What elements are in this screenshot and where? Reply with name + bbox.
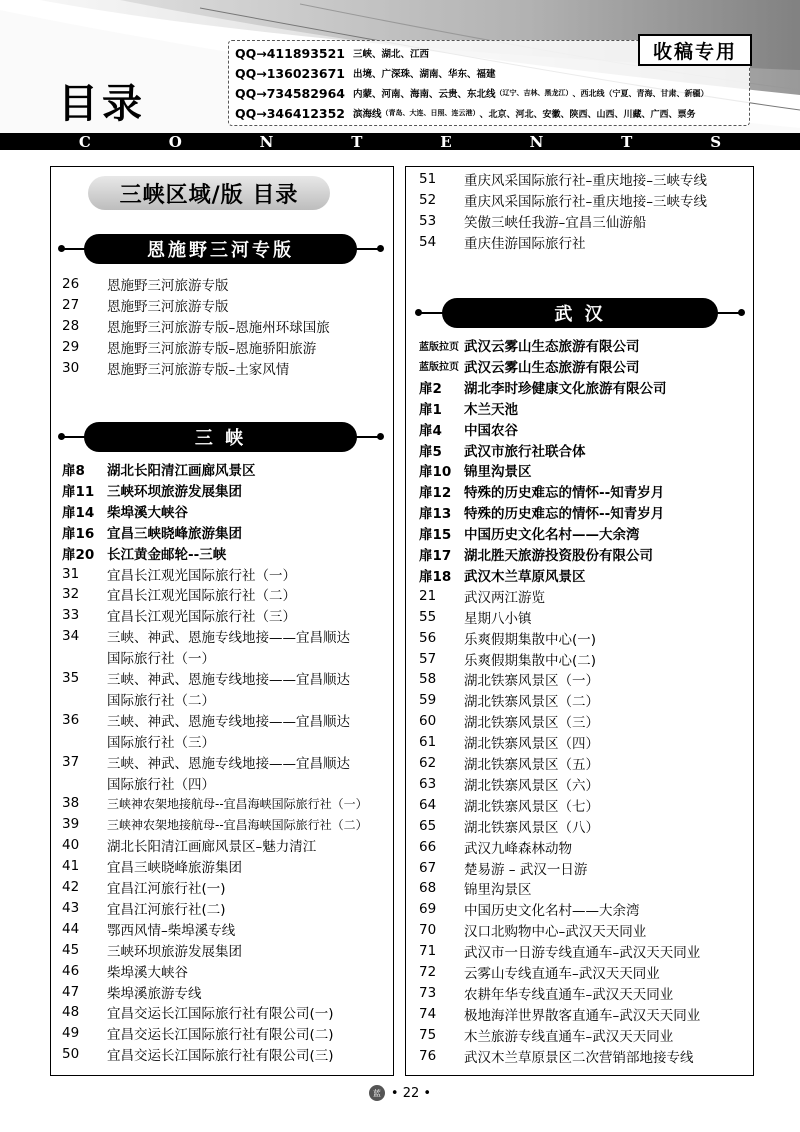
toc-entry-title: 湖北长阳清江画廊风景区–魅力清江 (107, 839, 317, 856)
toc-entry (419, 669, 749, 689)
toc-page-number: 蓝版拉页 (419, 362, 459, 374)
toc-entry-title: 宜昌交运长江国际旅行社有限公司(二) (107, 1027, 334, 1044)
toc-entry-title: 木兰旅游专线直通车–武汉天天同业 (464, 1028, 674, 1045)
toc-page-number: 扉13 (419, 506, 452, 523)
section-title: 三 峡 (84, 422, 357, 452)
toc-entry-title: 三峡、神武、恩施专线地接——宜昌顺达 (107, 672, 350, 688)
toc-page-number: 58 (419, 671, 437, 688)
toc-entry-title: 湖北铁寨风景区（五） (464, 757, 599, 773)
toc-entry (62, 522, 392, 542)
toc-entry (419, 941, 749, 961)
toc-page-number: 蓝版拉页 (419, 341, 459, 353)
toc-page-number: 29 (62, 338, 80, 355)
toc-entry-title: 恩施野三河旅游专版–恩施骄阳旅游 (107, 340, 317, 357)
toc-entry (419, 1004, 749, 1024)
bullet-dot-icon (58, 433, 65, 440)
page-footer (0, 1082, 800, 1104)
toc-entry (62, 358, 392, 378)
toc-page-number: 52 (419, 191, 437, 208)
toc-entry-title: 三峡神农架地接航母--宜昌海峡国际旅行社（一） (107, 796, 368, 811)
toc-entry (419, 377, 749, 397)
edition-badge-icon: 蓝 (369, 1085, 385, 1101)
toc-entry-title: 中国农谷 (464, 422, 518, 439)
toc-entry-title: 湖北长阳清江画廊风景区 (107, 463, 256, 479)
toc-entry-title: 柴埠溪大峡谷 (107, 504, 188, 521)
toc-entry-title: 湖北铁寨风景区（一） (464, 673, 599, 690)
toc-entry (62, 898, 392, 918)
toc-entry (62, 564, 392, 584)
toc-entry (62, 501, 392, 521)
toc-entry (419, 899, 749, 919)
toc-entry-title: 湖北铁寨风景区（八） (464, 819, 599, 836)
toc-page-number: 32 (62, 586, 80, 603)
section-title: 武 汉 (442, 298, 718, 328)
toc-entry (419, 335, 749, 355)
toc-page-number: 47 (62, 983, 80, 1000)
toc-entry-title: 重庆佳游国际旅行社 (464, 235, 586, 252)
toc-entry (419, 419, 749, 439)
toc-entry (419, 502, 749, 522)
toc-page-number: 37 (62, 753, 80, 770)
toc-entry-title: 笑傲三峡任我游–宜昌三仙游船 (464, 214, 647, 231)
toc-page-number: 57 (419, 650, 437, 667)
toc-page-number: 72 (419, 964, 437, 980)
toc-page-number: 34 (62, 628, 80, 645)
toc-page-number: 48 (62, 1004, 80, 1021)
toc-entry (62, 1044, 392, 1064)
toc-entry-title: 湖北铁寨风景区（二） (464, 694, 599, 711)
section-header (58, 234, 384, 264)
toc-entry-title: 柴埠溪大峡谷 (107, 964, 188, 981)
toc-entry-title: 武汉木兰草原风景区 (464, 568, 586, 585)
toc-entry (62, 1002, 392, 1022)
toc-entry (419, 878, 749, 898)
toc-page-number: 26 (62, 276, 80, 292)
toc-entry-title: 极地海洋世界散客直通车–武汉天天同业 (464, 1007, 701, 1024)
contents-letter: T (621, 132, 633, 151)
toc-page-number: 扉2 (419, 380, 442, 397)
toc-page-number: 64 (419, 796, 437, 813)
toc-entry (62, 668, 392, 688)
toc-entry-title: 宜昌江河旅行社(二) (107, 901, 226, 918)
toc-entry-title: 特殊的历史难忘的情怀--知青岁月 (464, 485, 665, 502)
toc-page-number: 75 (419, 1026, 437, 1043)
toc-entry (419, 190, 749, 210)
qq-area: 三峡、湖北、江西 (353, 49, 430, 60)
toc-entry-title: 中国历史文化名村——大余湾 (464, 527, 640, 544)
toc-entry (419, 816, 749, 836)
toc-entry-title: 武汉市一日游专线直通车–武汉天天同业 (464, 945, 701, 962)
qq-number: QQ→411893521 (235, 45, 346, 61)
toc-page-number: 扉4 (419, 422, 442, 439)
toc-page-number: 21 (419, 587, 437, 604)
toc-entry (419, 211, 749, 231)
toc-entry-title: 锦里沟景区 (464, 882, 532, 899)
contents-letter: O (168, 132, 182, 151)
qq-area-continued: 、西北线（宁夏、青海、甘肃、新疆） (572, 88, 709, 98)
toc-page-number: 28 (62, 317, 80, 334)
toc-page-number: 扉14 (62, 504, 95, 521)
toc-entry-title: 柴埠溪旅游专线 (107, 985, 202, 1002)
toc-page-number: 51 (419, 171, 437, 187)
toc-page-number: 43 (62, 899, 80, 916)
toc-entry (419, 858, 749, 878)
toc-entry (62, 919, 392, 939)
toc-entry-title: 宜昌长江观光国际旅行社（二） (107, 588, 296, 605)
toc-entry (419, 440, 749, 460)
toc-page-number: 73 (419, 984, 437, 1001)
toc-entry (419, 565, 749, 585)
toc-page-number: 59 (419, 692, 437, 709)
qq-number: QQ→734582964 (235, 85, 346, 101)
toc-entry-title: 宜昌长江观光国际旅行社（三） (107, 609, 296, 626)
toc-page-number: 扉5 (419, 443, 442, 460)
toc-entry-title: 三峡、神武、恩施专线地接——宜昌顺达 (107, 630, 350, 647)
toc-entry (62, 295, 392, 315)
toc-entry-title: 汉口北购物中心–武汉天天同业 (464, 924, 647, 941)
toc-page-number: 49 (62, 1025, 80, 1042)
toc-entry-title: 中国历史文化名村——大余湾 (464, 903, 640, 920)
toc-page-number: 40 (62, 837, 80, 854)
toc-entry (419, 169, 749, 189)
qq-area: 出境、广深珠、湖南、华东、福建 (353, 69, 496, 80)
qq-area-continued: 、北京、河北、安徽、陕西、山西、川藏、广西、票务 (479, 109, 696, 120)
toc-entry (419, 460, 749, 480)
toc-entry (419, 1046, 749, 1066)
toc-entry (419, 837, 749, 857)
toc-entry (419, 481, 749, 501)
toc-page-number: 54 (419, 233, 437, 250)
toc-entry-title: 湖北胜天旅游投资股份有限公司 (464, 548, 653, 564)
toc-entry-title: 楚易游 – 武汉一日游 (464, 861, 588, 878)
section-header (58, 422, 384, 452)
toc-entry-title: 武汉木兰草原景区二次营销部地接专线 (464, 1049, 694, 1066)
qq-line (235, 43, 429, 63)
toc-entry (419, 1025, 749, 1045)
contents-letter: C (78, 132, 91, 151)
toc-page-number: 68 (419, 880, 437, 897)
toc-page-number: 36 (62, 711, 80, 728)
toc-entry-title: 国际旅行社（一） (107, 651, 215, 668)
toc-page-number: 65 (419, 817, 437, 834)
section-title: 恩施野三河专版 (84, 234, 357, 264)
toc-entry (419, 544, 749, 564)
toc-entry-title: 云雾山专线直通车–武汉天天同业 (464, 966, 660, 982)
toc-entry (419, 523, 749, 543)
toc-page-number: 45 (62, 941, 80, 958)
contents-letter: N (529, 132, 544, 151)
toc-entry (62, 316, 392, 336)
toc-page-number: 31 (62, 565, 80, 582)
region-banner: 三峡区域/版 目录 (88, 176, 330, 210)
toc-page-number: 71 (419, 943, 437, 960)
toc-entry (62, 1023, 392, 1043)
toc-page-number: 27 (62, 296, 80, 313)
toc-page-number: 62 (419, 755, 437, 771)
toc-entry (62, 710, 392, 730)
toc-entry-title: 重庆风采国际旅行社–重庆地接–三峡专线 (464, 173, 707, 189)
toc-entry (419, 607, 749, 627)
toc-entry (62, 543, 392, 563)
toc-page-number: 38 (62, 795, 80, 812)
toc-entry-title: 星期八小镇 (464, 610, 532, 627)
toc-entry (62, 856, 392, 876)
toc-entry (62, 689, 392, 709)
toc-entry (62, 731, 392, 751)
toc-entry (419, 628, 749, 648)
toc-page-number: 53 (419, 212, 437, 229)
toc-entry (419, 795, 749, 815)
toc-page-number: 30 (62, 359, 80, 376)
toc-entry (419, 920, 749, 940)
toc-entry (62, 584, 392, 604)
toc-entry (419, 711, 749, 731)
toc-entry (62, 814, 392, 834)
toc-entry-title: 三峡、神武、恩施专线地接——宜昌顺达 (107, 755, 350, 772)
toc-entry-title: 宜昌交运长江国际旅行社有限公司(一) (107, 1006, 334, 1023)
toc-page-number: 66 (419, 838, 437, 855)
toc-entry (62, 982, 392, 1002)
toc-entry (62, 773, 392, 793)
toc-entry (419, 732, 749, 752)
toc-page-number: 74 (419, 1005, 437, 1022)
toc-entry-title: 乐爽假期集散中心(一) (464, 631, 597, 648)
submission-stamp: 收稿专用 (638, 34, 752, 66)
contents-letter: S (710, 132, 722, 151)
toc-page-number: 扉17 (419, 548, 452, 564)
toc-entry-title: 武汉两江游览 (464, 589, 545, 606)
toc-entry-title: 农耕年华专线直通车–武汉天天同业 (464, 986, 674, 1003)
toc-entry-title: 三峡、神武、恩施专线地接——宜昌顺达 (107, 713, 350, 730)
toc-entry (419, 232, 749, 252)
toc-entry (62, 337, 392, 357)
page-number: • 22 • (390, 1085, 432, 1101)
toc-entry-title: 乐爽假期集散中心(二) (464, 652, 597, 669)
qq-line (235, 83, 709, 103)
toc-page-number: 扉10 (419, 464, 452, 481)
toc-entry-title: 三峡神农架地接航母--宜昌海峡国际旅行社（二） (107, 817, 368, 832)
toc-entry (62, 459, 392, 479)
toc-entry (62, 961, 392, 981)
toc-entry-title: 恩施野三河旅游专版–土家风情 (107, 361, 290, 378)
toc-entry-title: 宜昌江河旅行社(一) (107, 881, 226, 897)
toc-entry-title: 武汉云雾山生态旅游有限公司 (464, 339, 640, 355)
toc-entry-title: 湖北铁寨风景区（四） (464, 736, 599, 753)
toc-entry-title: 木兰天池 (464, 401, 518, 418)
bullet-dot-icon (738, 309, 745, 316)
toc-entry (419, 586, 749, 606)
toc-entry (62, 940, 392, 960)
qq-area-detail: （青岛、大连、日照、连云港） (381, 109, 480, 117)
toc-page-number: 67 (419, 859, 437, 876)
toc-page-number: 扉15 (419, 527, 452, 544)
contents-letter: E (440, 132, 452, 151)
bullet-dot-icon (58, 245, 65, 252)
qq-area-detail: （辽宁、吉林、黑龙江） (495, 89, 573, 97)
toc-entry-title: 长江黄金邮轮--三峡 (107, 546, 227, 563)
toc-page-number: 55 (419, 608, 437, 625)
qq-line (235, 103, 696, 123)
toc-entry (419, 753, 749, 773)
bullet-dot-icon (377, 433, 384, 440)
toc-page-number: 扉1 (419, 401, 442, 418)
toc-entry-title: 恩施野三河旅游专版 (107, 278, 229, 294)
toc-entry-title: 武汉市旅行社联合体 (464, 443, 586, 460)
toc-entry (62, 647, 392, 667)
toc-entry-title: 国际旅行社（二） (107, 692, 215, 709)
toc-page-number: 扉20 (62, 546, 95, 563)
bullet-dot-icon (377, 245, 384, 252)
toc-entry-title: 宜昌三峡晓峰旅游集团 (107, 525, 242, 542)
toc-entry (419, 962, 749, 982)
qq-area: 滨海线 (353, 109, 382, 120)
contents-letter: T (351, 132, 363, 151)
toc-entry (419, 649, 749, 669)
toc-page-number: 50 (62, 1046, 80, 1063)
toc-entry-title: 恩施野三河旅游专版 (107, 298, 229, 315)
toc-entry (419, 398, 749, 418)
toc-page-number: 41 (62, 858, 80, 875)
toc-entry (419, 690, 749, 710)
toc-entry (62, 835, 392, 855)
toc-page-number: 44 (62, 920, 80, 937)
toc-entry (62, 877, 392, 897)
toc-entry (62, 793, 392, 813)
toc-entry (62, 480, 392, 500)
toc-page-number: 扉16 (62, 525, 95, 542)
toc-entry-title: 国际旅行社（三） (107, 734, 215, 751)
toc-entry-title: 湖北铁寨风景区（六） (464, 777, 599, 794)
toc-page-number: 扉18 (419, 568, 452, 585)
bullet-dot-icon (415, 309, 422, 316)
toc-entry-title: 特殊的历史难忘的情怀--知青岁月 (464, 506, 665, 523)
toc-entry (62, 626, 392, 646)
toc-entry-title: 武汉九峰森林动物 (464, 840, 572, 857)
toc-entry-title: 宜昌长江观光国际旅行社（一） (107, 567, 296, 584)
toc-entry (419, 356, 749, 376)
toc-entry-title: 宜昌三峡晓峰旅游集团 (107, 860, 242, 877)
qq-number: QQ→346412352 (235, 105, 346, 121)
toc-entry-title: 国际旅行社（四） (107, 776, 215, 793)
toc-page-number: 63 (419, 775, 437, 792)
page-header (0, 0, 800, 150)
section-header (415, 298, 745, 328)
toc-page-number: 56 (419, 629, 437, 646)
toc-entry-title: 恩施野三河旅游专版–恩施州环球国旅 (107, 319, 330, 336)
contents-bar (0, 133, 800, 150)
qq-area: 内蒙、河南、海南、云贵、东北线 (353, 89, 496, 100)
page-title: 目录 (58, 81, 146, 127)
toc-page-number: 33 (62, 607, 80, 624)
toc-entry-title: 武汉云雾山生态旅游有限公司 (464, 359, 640, 376)
toc-entry (62, 274, 392, 294)
toc-entry-title: 湖北铁寨风景区（七） (464, 798, 599, 815)
toc-page-number: 39 (62, 816, 80, 833)
toc-page-number: 70 (419, 922, 437, 939)
toc-page-number: 42 (62, 879, 80, 895)
toc-entry-title: 鄂西风情–柴埠溪专线 (107, 922, 236, 939)
toc-entry (62, 605, 392, 625)
qq-number: QQ→136023671 (235, 65, 346, 81)
toc-page-number: 60 (419, 713, 437, 730)
toc-entry-title: 宜昌交运长江国际旅行社有限公司(三) (107, 1048, 334, 1065)
toc-page-number: 扉12 (419, 485, 452, 502)
toc-entry (62, 752, 392, 772)
toc-page-number: 扉8 (62, 463, 85, 479)
toc-entry-title: 湖北李时珍健康文化旅游有限公司 (464, 380, 667, 397)
toc-entry (419, 774, 749, 794)
toc-entry-title: 重庆风采国际旅行社–重庆地接–三峡专线 (464, 193, 707, 210)
toc-page-number: 35 (62, 670, 80, 686)
qq-line (235, 63, 496, 83)
toc-entry-title: 三峡环坝旅游发展集团 (107, 483, 242, 500)
toc-page-number: 46 (62, 962, 80, 979)
toc-page-number: 扉11 (62, 483, 95, 500)
toc-page-number: 76 (419, 1047, 437, 1064)
toc-entry-title: 锦里沟景区 (464, 464, 532, 481)
toc-page-number: 61 (419, 734, 437, 751)
toc-entry (419, 983, 749, 1003)
toc-entry-title: 三峡环坝旅游发展集团 (107, 943, 242, 960)
toc-entry-title: 湖北铁寨风景区（三） (464, 715, 599, 732)
toc-page-number: 69 (419, 901, 437, 918)
contents-letter: N (259, 132, 274, 151)
